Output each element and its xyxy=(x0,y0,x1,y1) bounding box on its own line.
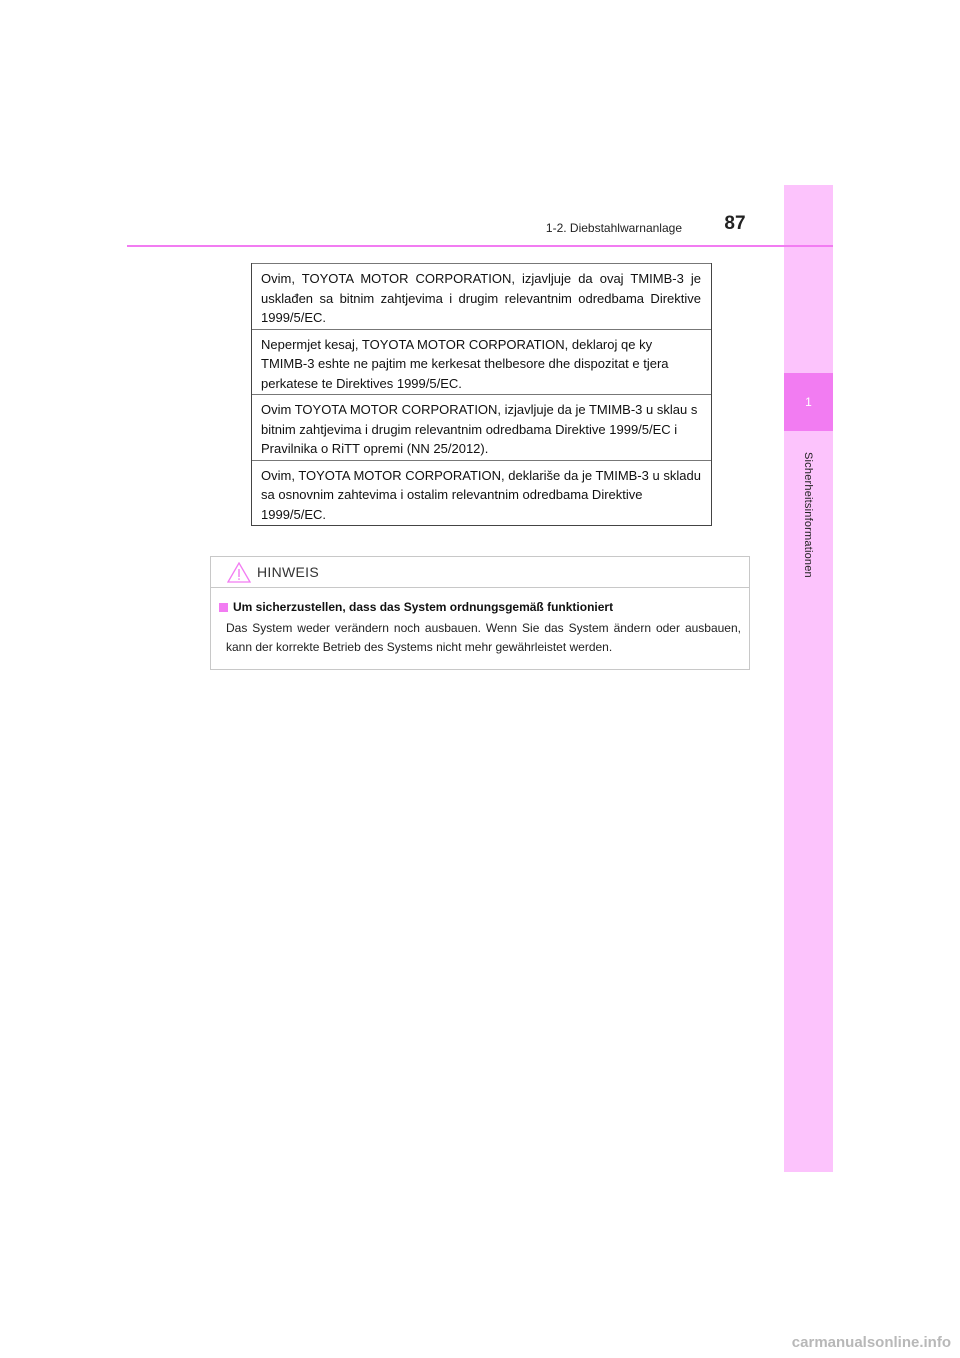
chapter-label: Sicherheitsinformationen xyxy=(802,452,814,578)
warning-triangle-icon xyxy=(227,562,251,583)
declaration-table xyxy=(251,263,712,526)
section-title: 1-2. Diebstahlwarnanlage xyxy=(545,221,682,235)
side-tab xyxy=(784,185,833,1172)
declaration-row: Ovim TOYOTA MOTOR CORPORATION, izjavljuje da je TMIMB-3 u sklau s bitnim zahtjevima i drugim relevantnim odredbama Direktive 1999/5/EC i Pravilnika o RiTT opremi (NN 25/2012). xyxy=(252,394,711,460)
notice-box xyxy=(210,556,750,670)
declaration-row: Ovim, TOYOTA MOTOR CORPORATION, deklariše da je TMIMB-3 u skladu sa osnovnim zahtevima i ostalim relevantnim odredbama Direktive 1999/5/EC. xyxy=(252,460,711,526)
notice-text: Das System weder verändern noch ausbauen. Wenn Sie das System ändern oder ausbauen, kann der korrekte Betrieb des Systems nicht mehr gewährleistet werden. xyxy=(226,621,741,654)
chapter-number-tab[interactable]: 1 xyxy=(784,373,833,431)
notice-header xyxy=(211,557,749,588)
notice-body xyxy=(211,588,749,657)
declaration-row: Nepermjet kesaj, TOYOTA MOTOR CORPORATION, deklaroj qe ky TMIMB-3 eshte ne pajtim me kerkesat thelbesore dhe dispozitat e tjera perkatese te Direktives 1999/5/EC. xyxy=(252,329,711,395)
square-bullet-icon xyxy=(219,603,228,612)
declaration-row: Ovim, TOYOTA MOTOR CORPORATION, izjavljuje da ovaj TMIMB-3 je usklađen sa bitnim zahtjevima i drugim relevantnim odredbama Direktive 1999/5/EC. xyxy=(252,263,711,329)
header-divider xyxy=(127,245,833,247)
notice-subheading xyxy=(219,600,741,614)
page-number: 87 xyxy=(724,213,746,234)
notice-subheading-text: Um sicherzustellen, dass das System ordnungsgemäß funktioniert xyxy=(233,600,614,614)
notice-title: HINWEIS xyxy=(257,564,319,580)
watermark: carmanualsonline.info xyxy=(791,1334,951,1351)
